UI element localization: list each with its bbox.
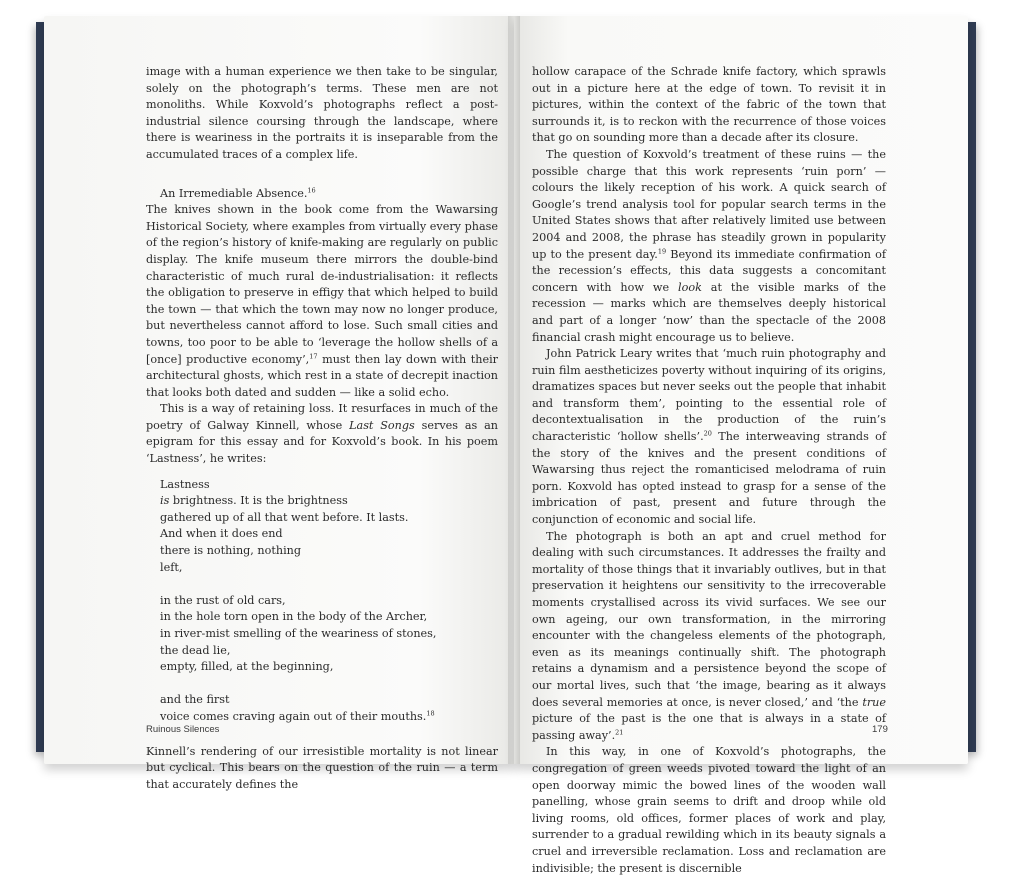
poem-line: in the hole torn open in the body of the Archer, [160, 610, 428, 624]
poem-block [160, 477, 498, 726]
poem-line: Lastness [160, 477, 210, 491]
poem-line: And when it does end [160, 527, 283, 541]
paragraph: Kinnell’s rendering of our irresistible mortality is not linear but cyclical. This bears on the question of the ruin — a term that accurately defines the [146, 744, 498, 791]
paragraph: The knives shown in the book come from the Wawarsing Historical Society, where examples from virtually every phase of the region’s history of knife-making are regularly on public display. The knife museum there mirrors the double-bind characteristic of much rural de-industrialisation: it reflects the obligation to preserve in effigy that which helped to build the town — that which the town may now no longer produce, but nevertheless cannot afford to lose. Such small cities and towns, too poor to be able to ‘leverage the hollow shells of a [once] productive economy’,$^{17}$ must then lay down with their architectural ghosts, which rest in a state of decrepit inaction that looks both dated and sudden — like a solid echo. [146, 203, 499, 399]
poem-line: voice comes craving again out of their mouths.$^{18}$ [160, 709, 435, 723]
poem-line: in river-mist smelling of the weariness of stones, [160, 627, 437, 640]
section-heading: An Irremediable Absence.$^{16}$ [160, 185, 316, 200]
footnote-ref: 19 [657, 246, 667, 255]
paragraph: John Patrick Leary writes that ‘much ruin photography and ruin film aestheticizes poverty without inquiring of its origins, dramatizes spaces but never seeks out the people that inhabit and transform them’, pointing to the essential role of decontextualisation in the production of the ruin’s characteristic ‘hollow shells’.$^{20}$ The interweaving strands of the story of the knives and the present conditions of Wawarsing thus reject the romanticised melodrama of ruin porn. Koxvold has opted instead to grasp for a sense of the imbrication of past, present and future through the conjunction of economic and social life. [532, 347, 887, 527]
poem-line: in the rust of old cars, [160, 593, 286, 607]
paragraph: The question of Koxvold’s treatment of these ruins — the possible charge that this work represents ‘ruin porn’ — colours the likely reception of his work. A quick search of Google’s trend analysis tool for popular search terms in the United States shows that after relatively limited use between 2004 and 2008, the phrase has steadily grown in popularity up to the present day.$^{19}$ Beyond its immediate confirmation of the recession’s effects, this data suggests a concomitant concern with how we look at the visible marks of the recession — marks which are themselves deeply historical and part of a longer ‘now’ than the spectacle of the 2008 financial crash might encourage us to believe. [532, 147, 886, 344]
footnote-ref: 18 [426, 709, 435, 718]
paragraph: image with a human experience we then take to be singular, solely on the photograph’s terms. These men are not monoliths. While Koxvold’s photographs reflect a post-industrial silence coursing through the landscape, where there is weariness in the portraits it is inseparable from the accumulated traces of a complex life. [146, 65, 498, 161]
running-footer: Ruinous Silences [146, 724, 220, 735]
poem-line: gathered up of all that went before. It lasts. [160, 510, 409, 524]
footnote-ref: 21 [615, 728, 624, 737]
poem-line: and the first [160, 693, 230, 707]
paragraph: In this way, in one of Koxvold’s photographs, the congregation of green weeds pivoted toward the light of an open doorway mimic the bowed lines of the wooden wall panelling, whose grain seems to drift and droop while old living rooms, old offices, former places of work and play, surrender to a gradual rewilding which in its beauty signals a cruel and irreversible reclamation. Loss and reclamation are indivisible; the present is discernible [532, 745, 886, 875]
poem-line: left, [160, 560, 183, 574]
book-gutter [508, 16, 520, 764]
left-page-text [146, 64, 498, 793]
right-page-text [532, 64, 886, 877]
poem-line: there is nothing, nothing [160, 544, 302, 558]
poem-line: is brightness. It is the brightness [160, 494, 348, 508]
footnote-ref: 20 [703, 429, 712, 438]
paragraph: This is a way of retaining loss. It resurfaces in much of the poetry of Galway Kinnell, whose Last Songs serves as an epigram for this essay and for Koxvold’s book. In his poem ‘Lastness’, he writes: [146, 402, 498, 466]
poem-line: empty, filled, at the beginning, [160, 660, 334, 674]
paragraph: The photograph is both an apt and cruel method for dealing with such circumstances. It addresses the frailty and mortality of those things that it invariably outlives, but in that preservation it heightens our sensitivity to the irrecoverable moments crystallised across its vivid surfaces. We see our own ageing, our own transformation, in the mirroring encounter with the changeless elements of the photograph, even as its meanings continually shift. The photograph retains a dynamism and a persistence beyond the scope of our mortal lives, such that ‘the image, bearing as it always does several memories at once, is never closed,’ and ‘the true picture of the past is the one that is always in a state of passing away’.$^{21}$ [532, 529, 886, 742]
page-number: 179 [872, 724, 888, 735]
paragraph: hollow carapace of the Schrade knife factory, which sprawls out in a picture here at the edge of town. To revisit it in pictures, within the context of the fabric of the town that surrounds it, is to reckon with the recurrence of those voices that go on sounding more than a decade after its closure. [532, 65, 886, 145]
footnote-ref: 17 [309, 351, 318, 360]
footnote-ref: 16 [307, 185, 316, 194]
poem-line: the dead lie, [160, 643, 231, 657]
